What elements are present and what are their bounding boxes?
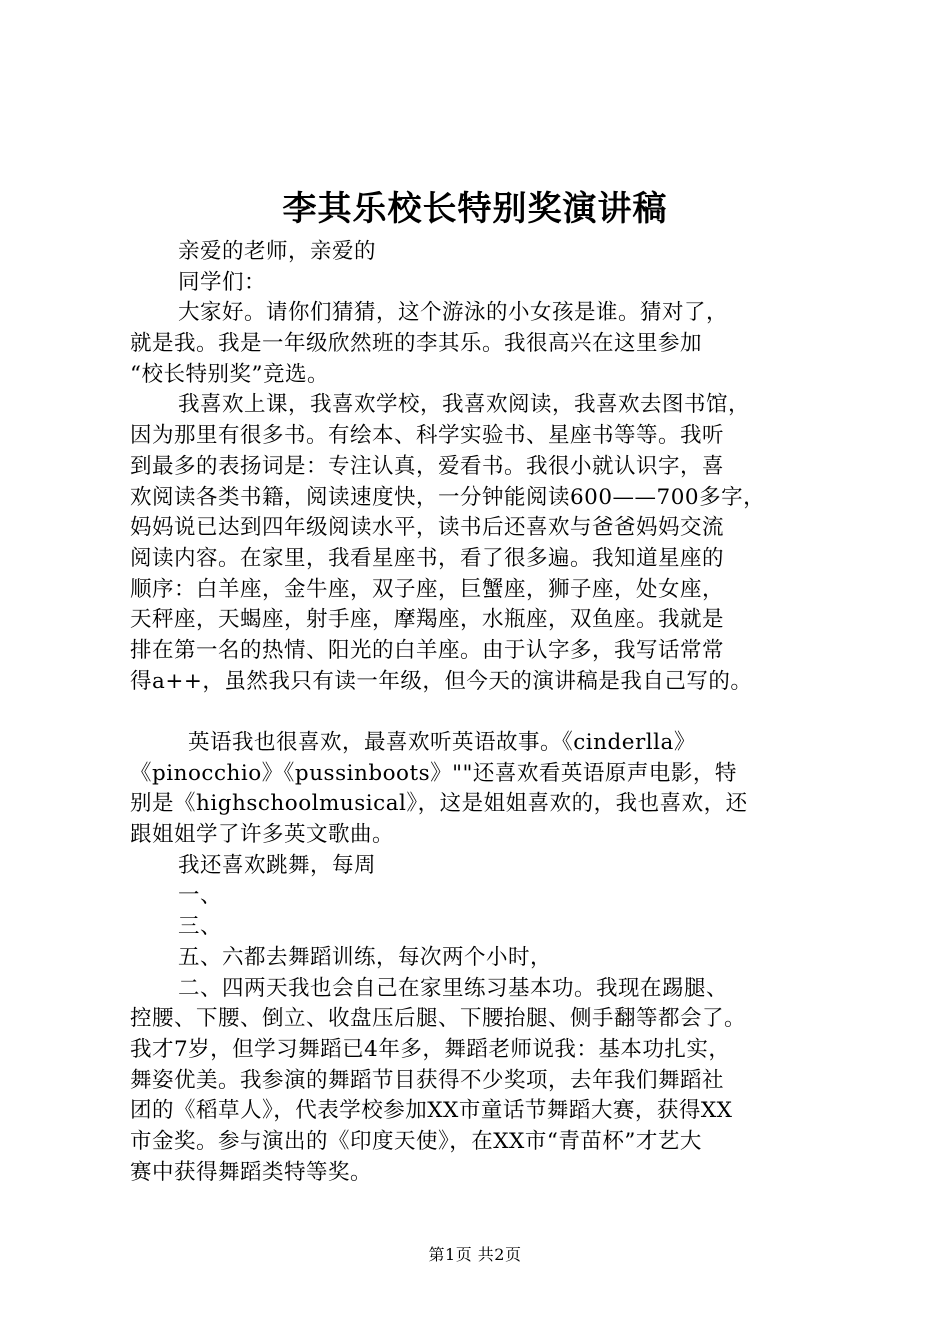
text-line: 一、 — [178, 883, 223, 909]
text-line: 我喜欢上课，我喜欢学校，我喜欢阅读，我喜欢去图书馆， — [178, 392, 751, 418]
text-line: 三、 — [178, 914, 223, 940]
text-line: 跟姐姐学了许多英文歌曲。 — [130, 822, 395, 848]
text-line: “校长特别奖”竞选。 — [130, 361, 329, 387]
text-line: 亲爱的老师，亲爱的 — [178, 239, 377, 264]
text-line: 舞姿优美。我参演的舞蹈节目获得不少奖项，去年我们舞蹈社 — [130, 1067, 725, 1093]
text-line: 阅读内容。在家里，我看星座书，看了很多遍。我知道星座的 — [130, 545, 725, 571]
text-line: 赛中获得舞蹈类特等奖。 — [130, 1159, 373, 1185]
text-line: 团的《稻草人》，代表学校参加XX市童话节舞蹈大赛，获得XX — [130, 1098, 733, 1124]
text-line: 到最多的表扬词是：专注认真，爱看书。我很小就认识字，喜 — [130, 453, 725, 479]
text-line: 排在第一名的热情、阳光的白羊座。由于认字多，我写话常常 — [130, 637, 725, 663]
text-line: 同学们： — [178, 269, 267, 295]
text-line: 别是《highschoolmusical》，这是姐姐喜欢的，我也喜欢，还 — [130, 791, 748, 817]
text-line: 五、六都去舞蹈训练，每次两个小时， — [178, 944, 553, 970]
text-line: 我还喜欢跳舞，每周 — [178, 852, 377, 878]
document-title: 李其乐校长特别奖演讲稿 — [282, 189, 668, 229]
blank-line — [130, 697, 850, 728]
text-line: 控腰、下腰、倒立、收盘压后腿、下腰抬腿、侧手翻等都会了。 — [130, 1006, 747, 1032]
text-line: 欢阅读各类书籍，阅读速度快，一分钟能阅读600——700多字， — [130, 484, 766, 510]
text-line: 我才7岁，但学习舞蹈已4年多，舞蹈老师说我：基本功扎实， — [130, 1036, 731, 1062]
text-line: 天秤座，天蝎座，射手座，摩羯座，水瓶座，双鱼座。我就是 — [130, 607, 725, 633]
text-line: 市金奖。参与演出的《印度天使》，在XX市“青苗杯”才艺大 — [130, 1128, 702, 1154]
page-number-footer: 第1页 共2页 — [428, 1245, 522, 1264]
text-line: 大家好。请你们猜猜，这个游泳的小女孩是谁。猜对了， — [178, 300, 729, 326]
text-line: 顺序：白羊座，金牛座，双子座，巨蟹座，狮子座，处女座， — [130, 576, 725, 602]
text-line: 因为那里有很多书。有绘本、科学实验书、星座书等等。我听 — [130, 423, 725, 449]
text-line: 就是我。我是一年级欣然班的李其乐。我很高兴在这里参加 — [130, 331, 703, 357]
text-line: 妈妈说已达到四年级阅读水平，读书后还喜欢与爸爸妈妈交流 — [130, 515, 725, 541]
text-line: 《pinocchio》《pussinboots》""还喜欢看英语原声电影，特 — [130, 760, 737, 786]
text-line: 英语我也很喜欢，最喜欢听英语故事。《cinderlla》 — [188, 730, 696, 755]
text-line: 二、四两天我也会自己在家里练习基本功。我现在踢腿、 — [178, 975, 729, 1001]
text-line: 得a++，虽然我只有读一年级，但今天的演讲稿是我自己写的。 — [130, 668, 753, 694]
document-body — [130, 237, 850, 1188]
